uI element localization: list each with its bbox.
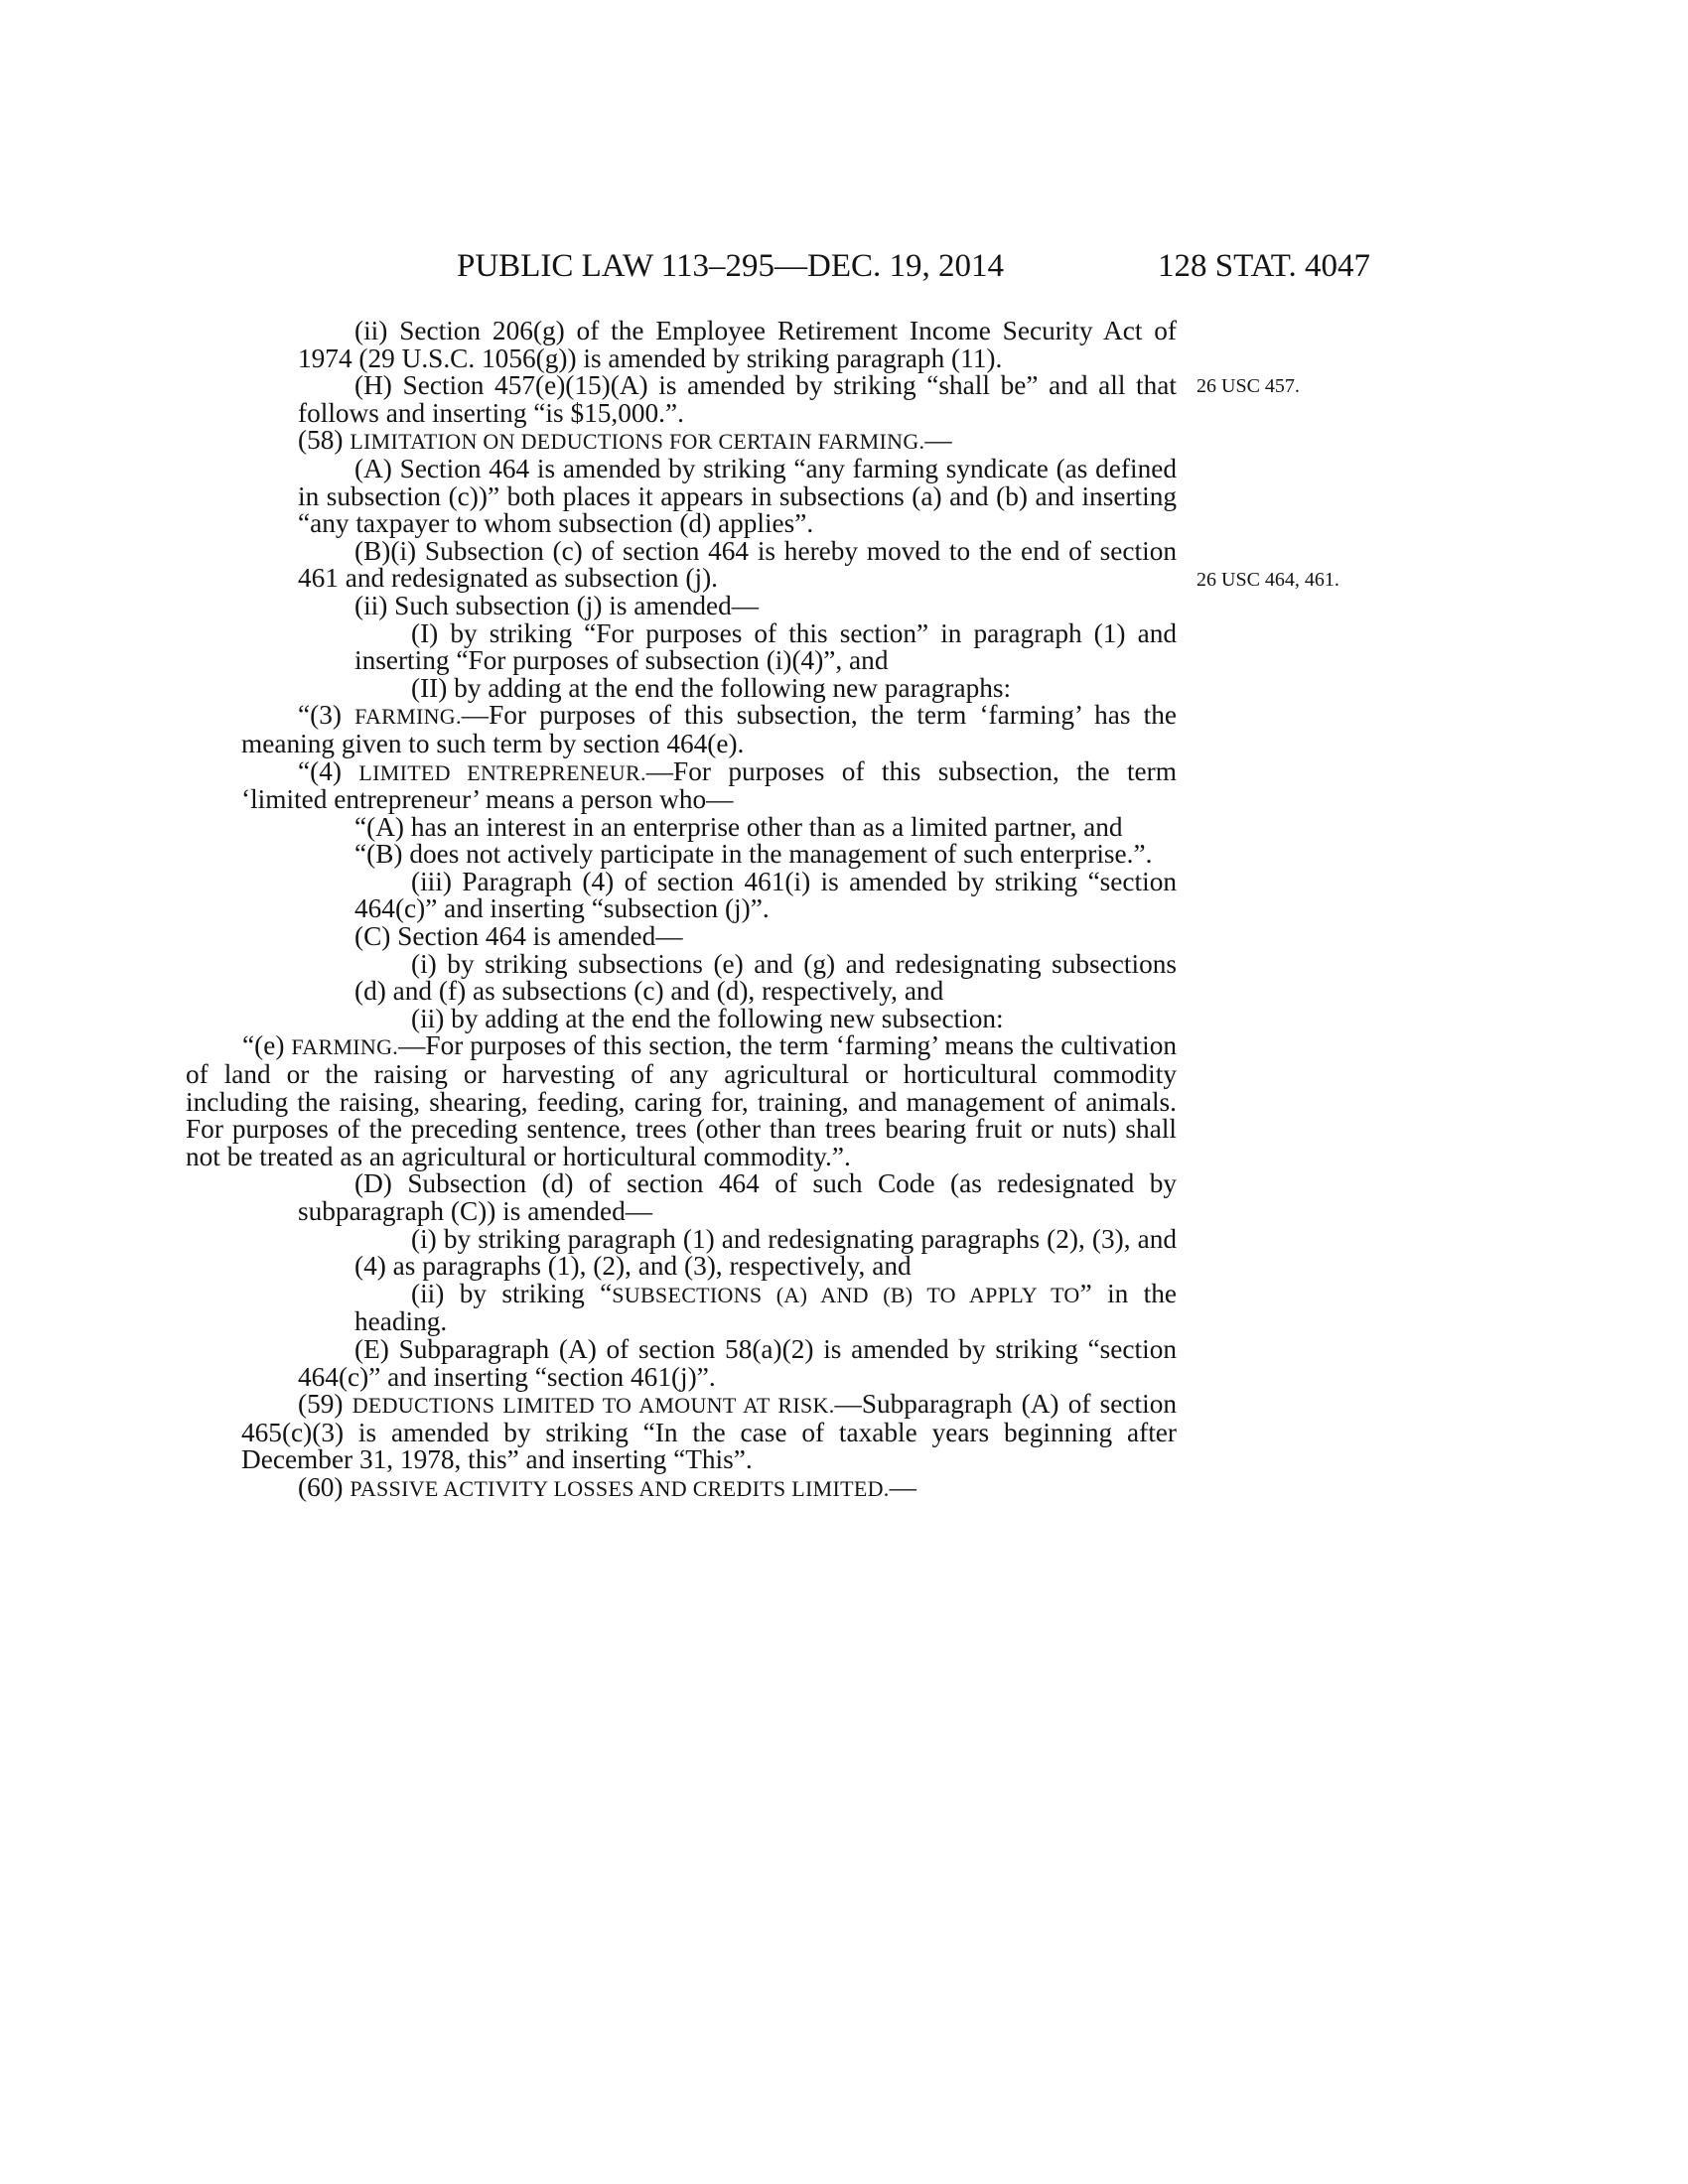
paragraph-section-457 — [298, 370, 1300, 428]
paragraph-text: (C) Section 464 is amended— — [354, 921, 683, 952]
paragraph-text: (i) by striking paragraph (1) and redesignating paragraphs (2), (3), and (4) as paragraphs (1), (2), and (3), respectively, and — [354, 1223, 1177, 1282]
paragraph-number: “(e) — [242, 1030, 292, 1061]
quoted-paragraph-3-farming — [241, 702, 1177, 757]
quoted-subparagraph-b — [298, 841, 1177, 869]
paragraph-58-b-ii-i — [298, 617, 1177, 676]
paragraph-59 — [241, 1391, 1177, 1474]
paragraph-text: ” in the heading. — [354, 1278, 1177, 1337]
paragraph-text: (A) Section 464 is amended by striking “any farming syndicate (as defined in subsection (c))” both places it appears in subsections (a) and (b) and inserting “any taxpayer to whom subsection (d) applies”. — [298, 453, 1177, 539]
paragraph-number: (60) — [298, 1471, 351, 1502]
paragraph-number: “(3) — [298, 700, 355, 731]
paragraph-58-heading — [298, 427, 1177, 456]
paragraph-text: (D) Subsection (d) of section 464 of such Code (as redesignated by subparagraph (C)) is amended— — [298, 1168, 1177, 1226]
public-law-citation: PUBLIC LAW 113–295—DEC. 19, 2014 — [457, 248, 1005, 284]
quoted-subsection-e-farming — [186, 1032, 1177, 1170]
paragraph-text: (iii) Paragraph (4) of section 461(i) is amended by striking “section 464(c)” and inserting “subsection (j)”. — [354, 866, 1177, 924]
paragraph-58-d — [298, 1170, 1177, 1225]
paragraph-text: —For purposes of this section, the term ‘farming’ means the cultivation of land or the raising or harvesting of any agricultural or horticultural commodity including the raising, shearing, feeding, caring for, training, and management of animals. For purposes of the preceding sentence, trees (other than trees bearing fruit or nuts) shall not be treated as an agricultural or horticultural commodity.”. — [186, 1030, 1177, 1171]
em-dash: — — [924, 425, 952, 456]
page-header — [457, 246, 1370, 286]
paragraph-text: (H) Section 457(e)(15)(A) is amended by striking “shall be” and all that follows and inserting “is $15,000.”. — [298, 370, 1177, 428]
paragraph-58-e — [298, 1333, 1177, 1392]
paragraph-text: —Subparagraph (A) of section 465(c)(3) is amended by striking “In the case of taxable years beginning after December 31, 1978, this” and inserting “This”. — [241, 1389, 1177, 1475]
paragraph-number: (58) — [298, 425, 351, 456]
paragraph-58-b-ii-ii — [298, 672, 1177, 703]
paragraph-heading: DEDUCTIONS LIMITED TO AMOUNT AT RISK. — [352, 1393, 835, 1419]
paragraph-heading: LIMITED ENTREPRENEUR. — [358, 759, 646, 785]
quoted-heading: SUBSECTIONS (A) AND (B) TO APPLY TO — [612, 1282, 1080, 1307]
paragraph-58-d-ii — [298, 1278, 1177, 1337]
paragraph-text: —For purposes of this subsection, the term ‘farming’ has the meaning given to such term by section 464(e). — [241, 700, 1177, 758]
paragraph-58-d-i — [298, 1223, 1177, 1282]
paragraph-text: (i) by striking subsections (e) and (g) and redesignating subsections (d) and (f) as subsections (c) and (d), respectively, and — [354, 948, 1177, 1007]
paragraph-text: (I) by striking “For purposes of this section” in paragraph (1) and inserting “For purposes of subsection (i)(4)”, and — [354, 617, 1177, 676]
paragraph-58-c-ii — [298, 1003, 1177, 1033]
paragraph-heading: LIMITATION ON DEDUCTIONS FOR CERTAIN FARMING. — [350, 429, 925, 455]
statute-page-number: 128 STAT. 4047 — [1157, 248, 1370, 284]
paragraph-text: (E) Subparagraph (A) of section 58(a)(2) is amended by striking “section 464(c)” and inserting “section 461(j)”. — [298, 1333, 1177, 1392]
quoted-paragraph-4-limited-entrepreneur — [241, 755, 1177, 815]
paragraph-60-heading — [298, 1471, 1177, 1503]
paragraph-heading: FARMING. — [354, 704, 462, 730]
paragraph-text: (B)(i) Subsection (c) of section 464 is hereby moved to the end of section 461 and redesignated as subsection (j). — [298, 535, 1177, 594]
paragraph-erisa-amendment — [298, 318, 1177, 372]
paragraph-text: (ii) by adding at the end the following new subsection: — [411, 1003, 1004, 1033]
paragraph-number: “(4) — [298, 755, 359, 786]
quoted-subparagraph-a — [298, 811, 1177, 842]
paragraph-58-c-i — [298, 948, 1177, 1007]
paragraph-58-b-i — [298, 535, 1339, 594]
paragraph-text: (ii) Section 206(g) of the Employee Retirement Income Security Act of 1974 (29 U.S.C. 1056(g)) is amended by striking paragraph (11). — [298, 316, 1177, 373]
paragraph-text: (II) by adding at the end the following new paragraphs: — [411, 672, 1012, 703]
paragraph-heading: PASSIVE ACTIVITY LOSSES AND CREDITS LIMITED. — [350, 1475, 890, 1501]
paragraph-text: (ii) by striking “ — [411, 1278, 613, 1308]
paragraph-text: (ii) Such subsection (j) is amended— — [354, 590, 760, 620]
paragraph-58-b-ii — [298, 590, 1177, 620]
margin-note-usc-457: 26 USC 457. — [1196, 375, 1300, 398]
paragraph-heading: FARMING. — [291, 1034, 399, 1060]
margin-note-usc-464-461: 26 USC 464, 461. — [1196, 568, 1339, 591]
paragraph-58-a — [298, 453, 1177, 539]
paragraph-text: —For purposes of this subsection, the term ‘limited entrepreneur’ means a person who— — [241, 755, 1177, 815]
paragraph-58-b-iii — [298, 866, 1177, 924]
paragraph-number: (59) — [298, 1389, 352, 1420]
paragraph-text: “(B) does not actively participate in the management of such enterprise.”. — [354, 839, 1153, 870]
paragraph-text: “(A) has an interest in an enterprise other than as a limited partner, and — [354, 811, 1123, 842]
em-dash: — — [889, 1471, 916, 1502]
document-body — [186, 316, 1339, 1503]
paragraph-58-c — [298, 923, 1177, 951]
